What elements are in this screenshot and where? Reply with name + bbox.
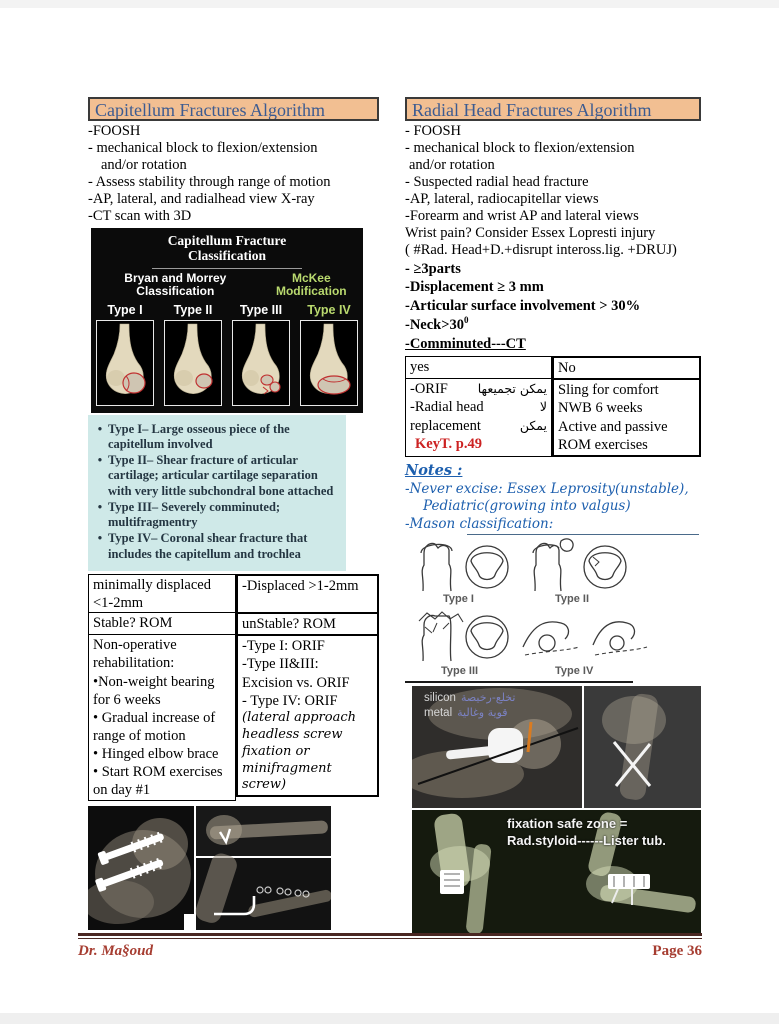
xray-caption: fixation safe zone = Rad.styloid------Lister tub. (507, 816, 666, 848)
silicon-arabic-note: تخلع-رخيصة (460, 691, 516, 705)
table-cell: Non-operative rehabilitation: •Non-weight bearing for 6 weeks • Gradual increase of range of motion • Hinged elbow brace • Start ROM exercises on day #1 (88, 634, 236, 801)
capitellum-xray-figure (88, 806, 331, 930)
table-row (88, 574, 379, 614)
table-cell: minimally displaced <1-2mm (88, 574, 236, 614)
text-line: $-Neck>30^0$ (405, 315, 469, 334)
xray-annotations (424, 691, 515, 720)
arabic-note: يمكن تجميعها (477, 381, 547, 397)
arabic-note: لا (539, 399, 547, 415)
footer-page-number: Page 36 (652, 943, 702, 959)
type-label: Type III (239, 302, 283, 317)
type-label: Type IV (307, 302, 351, 317)
text-line: -AP, lateral, radiocapitellar views (405, 190, 599, 207)
text-line: -FOOSH (88, 123, 141, 139)
text-line: and/or rotation (101, 156, 187, 173)
radial-head-prosthesis-xray (412, 686, 701, 808)
table-cell: -Type I: ORIF -Type II&III: Excision vs. ORIF - Type IV: ORIF (lateral approach headless screw fixation or minifragment screw) (236, 634, 379, 797)
capitellum-header (88, 97, 379, 121)
bryan-morrey-label: Bryan and Morrey Classification (124, 270, 227, 299)
capitellum-classification-figure (91, 228, 363, 413)
radial-head-criteria (405, 260, 701, 354)
figure-divider (152, 268, 302, 269)
bone-thumb-type2 (164, 320, 222, 406)
bullet-icon: • (97, 499, 103, 514)
bone-thumb-type3 (232, 320, 290, 406)
capitellum-header-title: Capitellum Fractures Algorithm (95, 100, 325, 120)
note-item: • Type III– Severely comminuted; multifragmentry (92, 500, 340, 531)
table-row (405, 356, 701, 380)
bullet-icon: • (97, 453, 103, 468)
figure-title-line: Capitellum Fracture (167, 232, 287, 248)
text-line: - Suspected radial head fracture (405, 173, 589, 190)
metal-label: metal (424, 706, 453, 719)
table-cell: Stable? ROM (88, 612, 236, 636)
radial-head-header-title: Radial Head Fractures Algorithm (412, 100, 652, 120)
table-row (405, 378, 701, 457)
radial-head-header (405, 97, 701, 121)
bone-thumb-type4 (300, 320, 358, 406)
footer-divider (78, 933, 702, 939)
text-line: -Comminuted---CT (405, 335, 526, 352)
fixation-safe-zone-xray (412, 810, 701, 935)
text-line: - mechanical block to flexion/extension (88, 139, 318, 156)
mason-type-label: Type I (443, 593, 474, 606)
capitellum-treatment-table (88, 574, 379, 802)
figure-title-line: Classification (187, 248, 266, 264)
table-row (88, 634, 379, 801)
key-reference: KeyT. p.49 (415, 435, 482, 452)
mason-classification-figure (405, 537, 701, 683)
table-cell-yes: yes (405, 356, 552, 380)
text-line: -Never excise: Essex Leprosity(unstable), (405, 480, 689, 497)
notes-section (405, 462, 701, 535)
note-item: • Type I– Large osseous piece of the capitellum involved (92, 422, 340, 453)
text-line: Pediatric(growing into valgus) (423, 498, 631, 515)
mason-type-label: Type III (441, 665, 479, 678)
page-footer (78, 933, 702, 960)
arabic-note: يمكن (519, 417, 547, 433)
figure-title (91, 228, 363, 264)
table-cell: -Displaced >1-2mm (236, 574, 379, 614)
text-line: - ≥3parts (405, 260, 461, 277)
type-label: Type I (107, 302, 143, 317)
mckee-label: McKee Modification (275, 270, 347, 299)
table-row (88, 612, 379, 636)
figure-subtitles (91, 272, 363, 299)
table-cell-no-treatment: Sling for comfort NWB 6 weeks Active and passive ROM exercises (552, 378, 701, 457)
radial-head-intro (405, 123, 701, 259)
bone-thumbnails (91, 320, 363, 406)
radial-head-decision-table (405, 356, 701, 457)
radial-head-column (405, 97, 701, 935)
text-line: -CT scan with 3D (88, 207, 192, 224)
mason-type-label: Type IV (555, 665, 594, 678)
footer-author: Dr. Ma§oud (78, 943, 154, 959)
capitellum-type-notes (88, 415, 346, 571)
text-line: -Forearm and wrist AP and lateral views (405, 207, 639, 224)
text-line: - mechanical block to flexion/extension (405, 139, 635, 156)
mason-type-label: Type II (555, 593, 590, 606)
page-edge-bottom (0, 1013, 779, 1024)
table-cell-yes-treatment: -ORIF يمكن تجميعها -Radial head لا replacement يمكن KeyT. p.49 (405, 378, 552, 457)
notes-underline (467, 534, 699, 535)
figure-divider (405, 681, 633, 683)
table-cell: unStable? ROM (236, 612, 379, 636)
capitellum-intro (88, 123, 379, 225)
text-line: -Displacement ≥ 3 mm (405, 279, 544, 296)
metal-arabic-note: قوية وغالية (457, 705, 508, 719)
table-cell-no: No (552, 356, 701, 380)
text-line: -Articular surface involvement > 30% (405, 297, 641, 314)
bullet-icon: • (97, 421, 103, 436)
silicon-label: silicon (424, 692, 456, 705)
text-line: -AP, lateral, and radialhead view X-ray (88, 190, 315, 207)
text-line: Wrist pain? Consider Essex Lopresti injury (405, 224, 656, 241)
bone-thumb-type1 (96, 320, 154, 406)
text-line: and/or rotation (409, 156, 495, 173)
text-line: - Assess stability through range of motion (88, 173, 331, 190)
capitellum-column (88, 97, 379, 930)
text-line: ( #Rad. Head+D.+disrupt inteross.lig. +DRUJ) (405, 241, 677, 258)
bullet-icon: • (97, 531, 103, 546)
text-line: -Mason classification: (405, 515, 554, 532)
note-item: • Type IV– Coronal shear fracture that includes the capitellum and trochlea (92, 531, 340, 562)
figure-type-labels (91, 303, 363, 317)
text-line: - FOOSH (405, 123, 461, 139)
note-item: • Type II– Shear fracture of articular cartilage; articular cartilage separation with very little subchondral bone attached (92, 453, 340, 499)
type-label: Type II (173, 302, 213, 317)
page-edge-top (0, 0, 779, 8)
notes-title: Notes : (405, 461, 463, 479)
